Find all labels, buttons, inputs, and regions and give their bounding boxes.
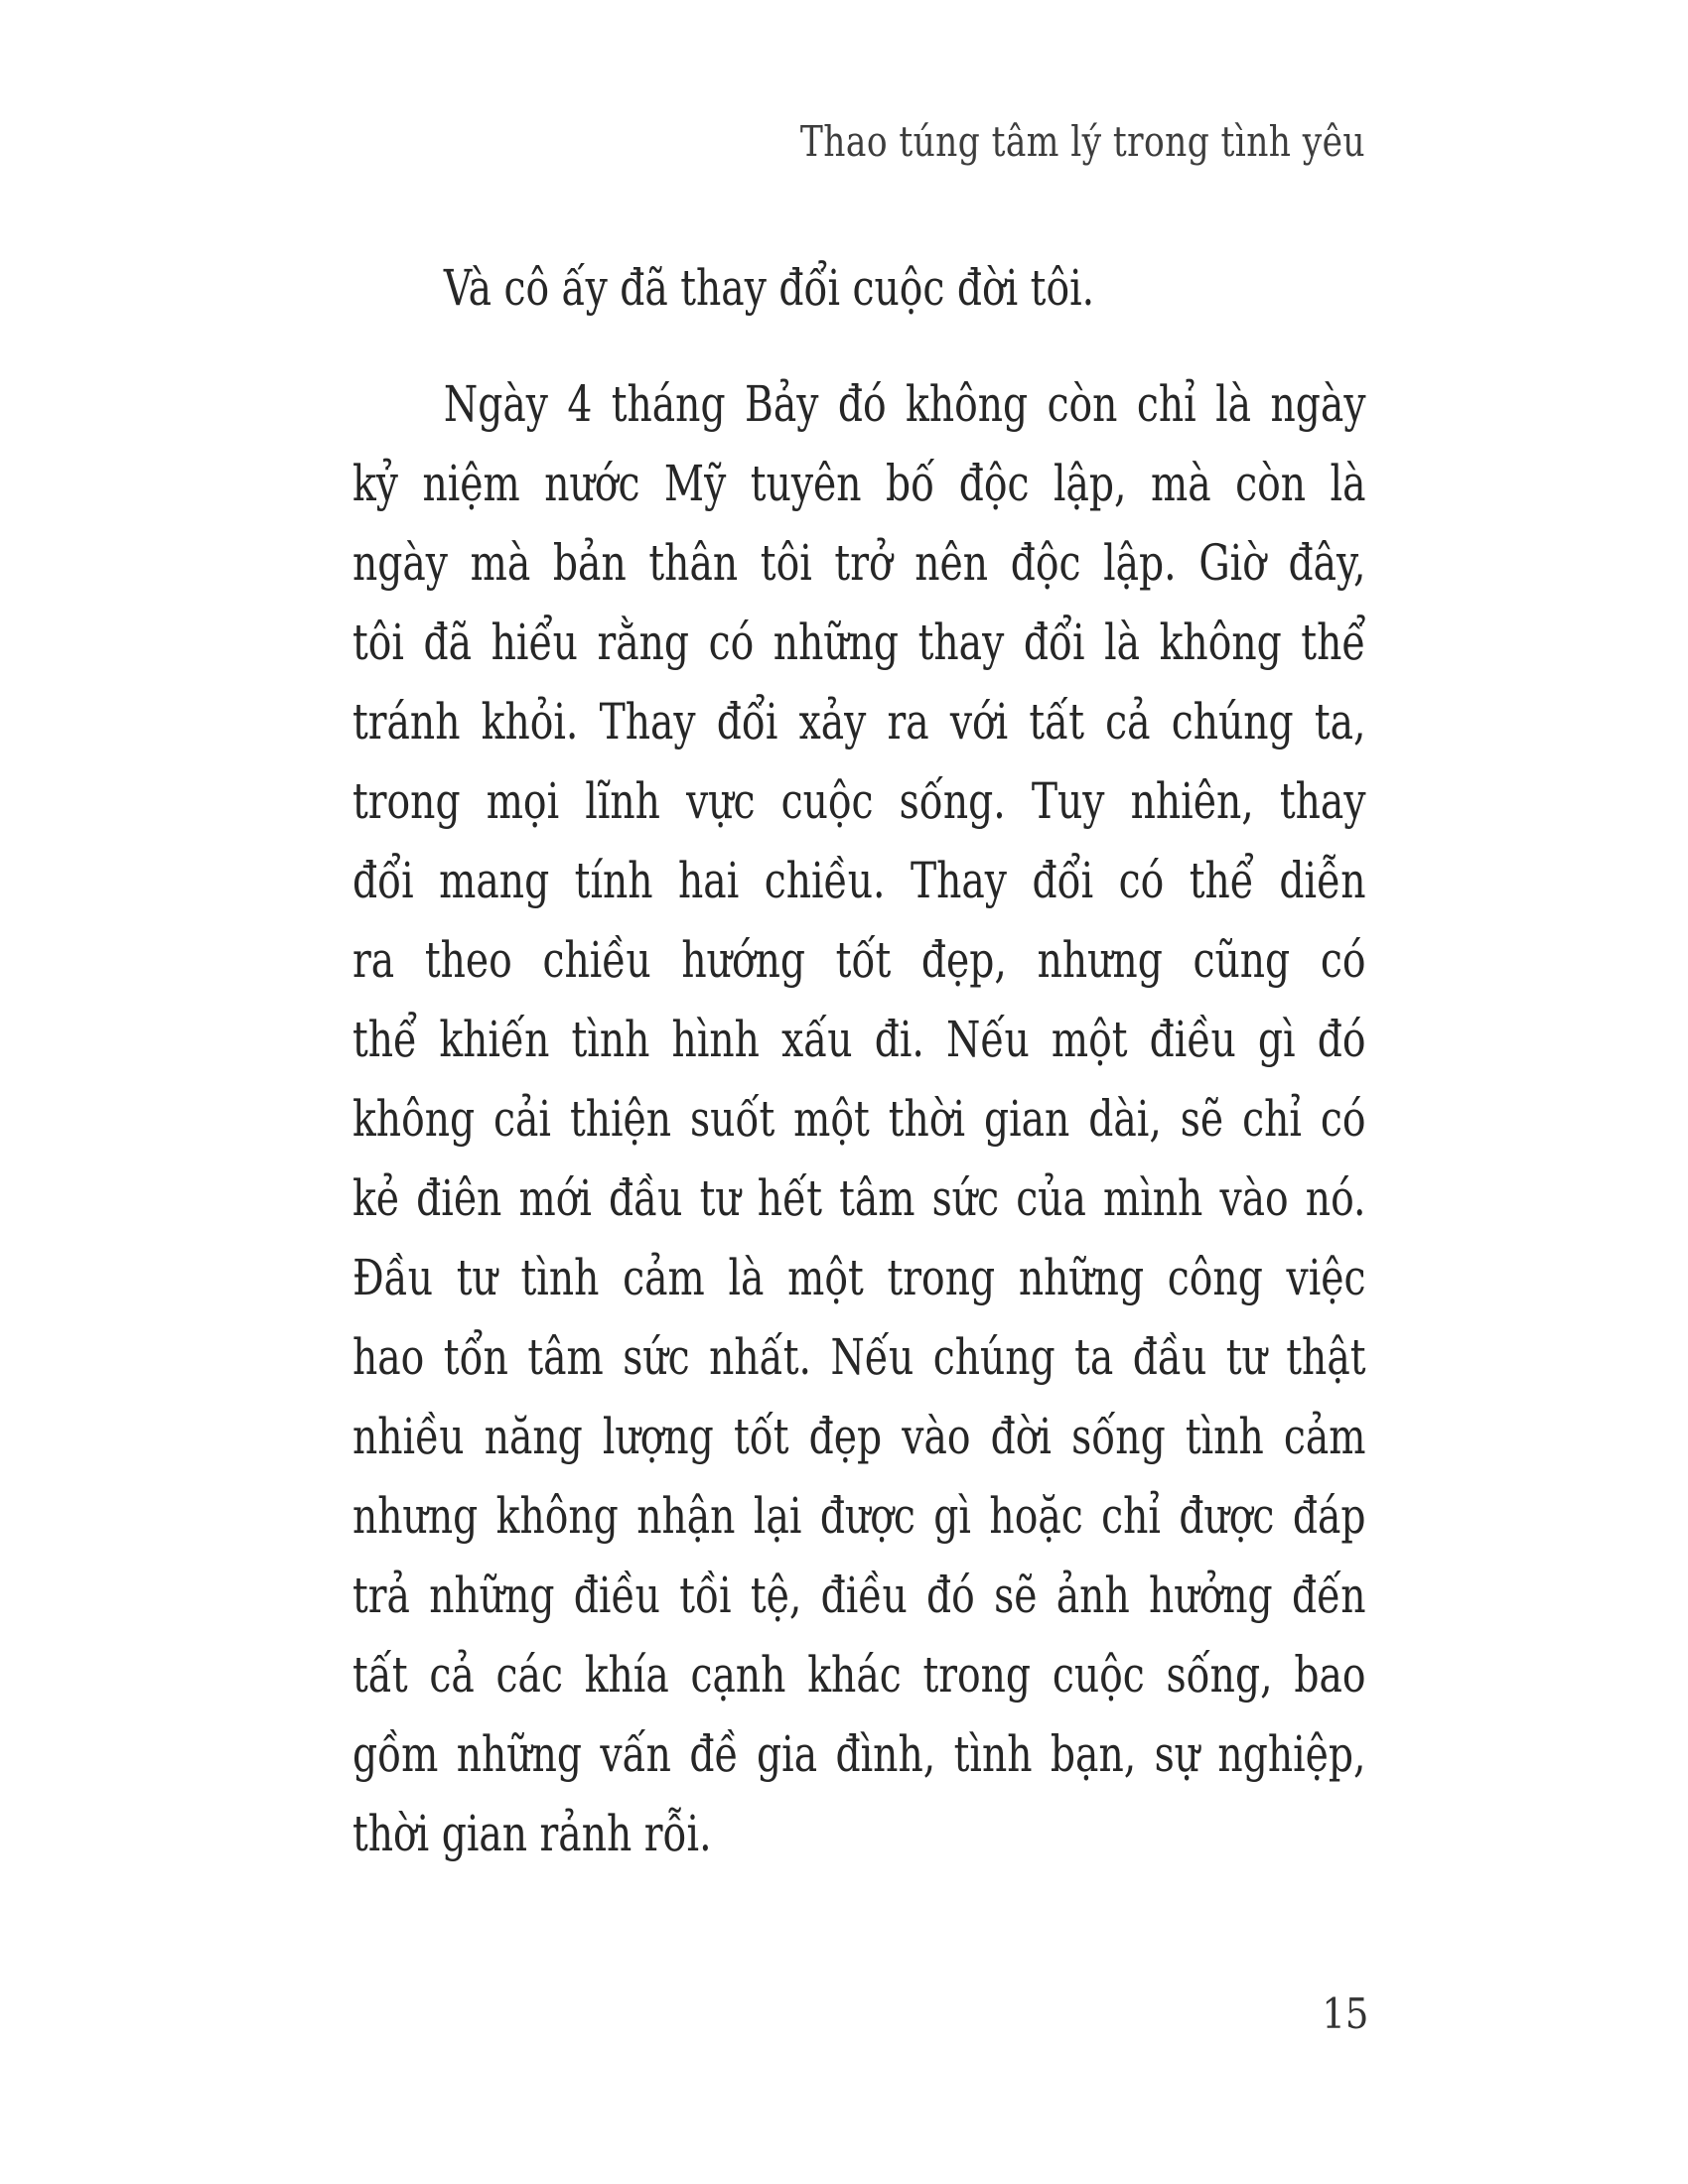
body-line: ra theo chiều hướng tốt đẹp, nhưng cũng có xyxy=(352,931,1366,989)
body-line: kỷ niệm nước Mỹ tuyên bố độc lập, mà còn là xyxy=(352,455,1366,512)
body-line: thể khiến tình hình xấu đi. Nếu một điều gì đó xyxy=(352,1011,1366,1068)
paragraph-2 xyxy=(352,364,1366,1873)
body-line: tránh khỏi. Thay đổi xảy ra với tất cả chúng ta, xyxy=(352,693,1366,751)
body-line: đổi mang tính hai chiều. Thay đổi có thể diễn xyxy=(352,852,1366,909)
body-line: ngày mà bản thân tôi trở nên độc lập. Giờ đây, xyxy=(352,534,1366,592)
body-line: nhiều năng lượng tốt đẹp vào đời sống tình cảm xyxy=(352,1408,1366,1465)
body-line: thời gian rảnh rỗi. xyxy=(352,1805,712,1862)
page-number: 15 xyxy=(1321,1989,1368,2038)
paragraph-1 xyxy=(352,248,1366,328)
body-text xyxy=(352,248,1366,1873)
body-line: Ngày 4 tháng Bảy đó không còn chỉ là ngày xyxy=(443,375,1366,433)
body-line: trả những điều tồi tệ, điều đó sẽ ảnh hưởng đến xyxy=(352,1567,1366,1624)
body-line: không cải thiện suốt một thời gian dài, sẽ chỉ có xyxy=(352,1090,1366,1148)
body-line: Đầu tư tình cảm là một trong những công việc xyxy=(352,1249,1366,1306)
body-line: kẻ điên mới đầu tư hết tâm sức của mình vào nó. xyxy=(352,1169,1366,1227)
body-line: tất cả các khía cạnh khác trong cuộc sống, bao xyxy=(352,1646,1366,1704)
body-line: hao tổn tâm sức nhất. Nếu chúng ta đầu tư thật xyxy=(352,1328,1366,1386)
body-line: tôi đã hiểu rằng có những thay đổi là không thể xyxy=(352,614,1366,671)
running-header: Thao túng tâm lý trong tình yêu xyxy=(799,117,1365,166)
body-line: Và cô ấy đã thay đổi cuộc đời tôi. xyxy=(443,259,1095,317)
body-line: gồm những vấn đề gia đình, tình bạn, sự nghiệp, xyxy=(352,1725,1366,1783)
body-line: trong mọi lĩnh vực cuộc sống. Tuy nhiên, thay xyxy=(352,772,1366,830)
body-line: nhưng không nhận lại được gì hoặc chỉ được đáp xyxy=(352,1487,1366,1545)
